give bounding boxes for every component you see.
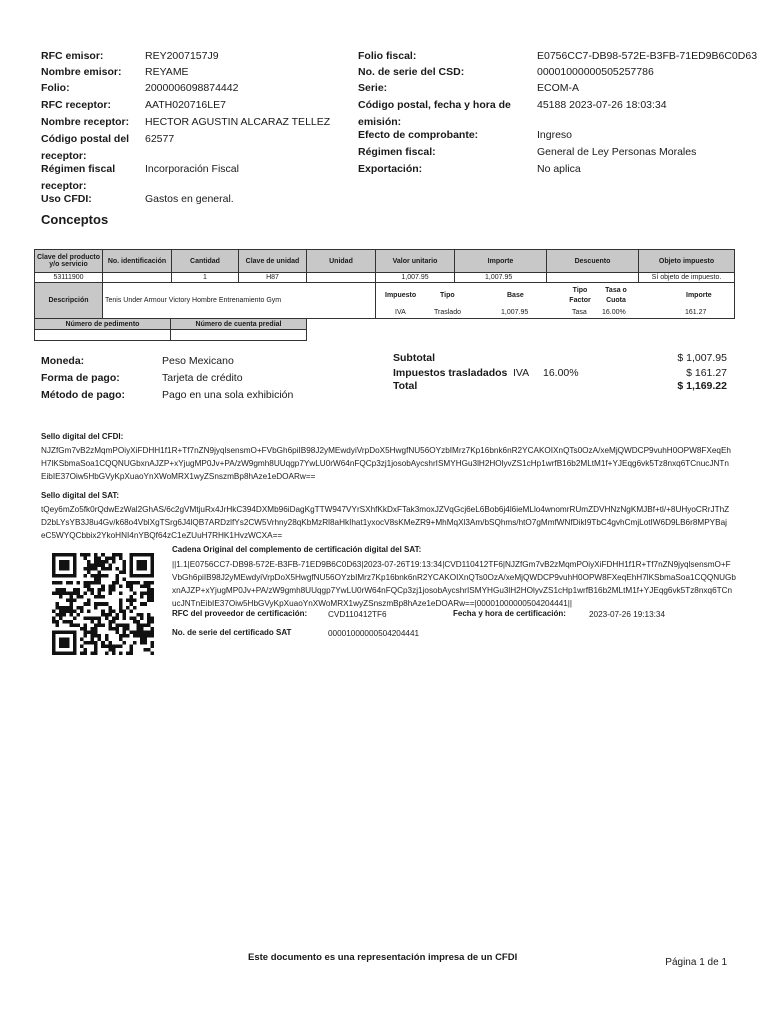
moneda-value: Peso Mexicano <box>162 355 234 367</box>
tax-td-impuesto: IVA <box>395 309 406 316</box>
efecto-value: Ingreso <box>537 129 573 141</box>
td-valor-unitario: 1,007.95 <box>375 272 455 283</box>
th-clave-unidad: Clave de unidad <box>238 249 307 273</box>
subtotal-label: Subtotal <box>393 352 435 364</box>
uso-cfdi-value: Gastos en general. <box>145 193 234 205</box>
tax-th-importe: Importe <box>686 292 712 299</box>
tax-th-tasa: Tasa o Cuota <box>605 287 627 304</box>
uso-cfdi-label: Uso CFDI: <box>41 193 92 205</box>
th-pedimento: Número de pedimento <box>34 318 171 330</box>
exportacion-label: Exportación: <box>358 163 423 175</box>
tax-td-base: 1,007.95 <box>501 309 529 316</box>
folio-label: Folio: <box>41 82 70 94</box>
th-valor-unitario: Valor unitario <box>375 249 455 273</box>
td-importe: 1,007.95 <box>454 272 547 283</box>
forma-pago-value: Tarjeta de crédito <box>162 372 243 384</box>
tax-td-tasa: 16.00% <box>602 309 626 316</box>
metodo-pago-value: Pago en una sola exhibición <box>162 389 294 401</box>
nombre-receptor-value: HECTOR AGUSTIN ALCARAZ TELLEZ <box>145 116 331 128</box>
moneda-label: Moneda: <box>41 355 85 367</box>
td-cuenta-predial <box>170 329 307 341</box>
serie-csd-label: No. de serie del CSD: <box>358 66 465 78</box>
conceptos-title: Conceptos <box>41 212 109 227</box>
tax-th-base: Base <box>507 292 524 299</box>
tax-th-tipo: Tipo <box>440 292 455 299</box>
th-cuenta-predial: Número de cuenta predial <box>170 318 307 330</box>
cadena-original-title: Cadena Original del complemento de certificación digital del SAT: <box>172 545 422 554</box>
efecto-label: Efecto de comprobante: <box>358 129 479 141</box>
forma-pago-label: Forma de pago: <box>41 372 120 384</box>
tax-th-tipo-factor: Tipo Factor <box>569 287 591 304</box>
serie-label: Serie: <box>358 82 388 94</box>
regimen-fiscal-value: General de Ley Personas Morales <box>537 146 697 158</box>
serie-csd-value: 00001000000505257786 <box>537 66 654 78</box>
subtotal-value: $ 1,007.95 <box>677 352 727 364</box>
td-clave-producto: 53111900 <box>34 272 103 283</box>
serie-value: ECOM-A <box>537 82 579 94</box>
sello-cfdi-text: NJZfGm7vB2zMqmPOiyXiFDHH1f1R+Tf7nZN9jyqlsensmO+FVbGh6piIB98J2yMEwdyiVrpDoX5HwgfNU56OYzbIMrz7Kp16bnk6nR2YCAKOIXnQTs0OzA/xeMjQWDCP9vuhH0OPW8FXeqEhH7lKSbmaSoa1CQQNUGbxnAJZP+xYjugMP0Jv+PA/zW9gmh8UUqgp7YwLU0rW64nFQCp3zj1josobAycshrISMYHGu3lH2HOlyvZS1cHp1wrfB16b2MLtM1f+YJEqg6vk5Tz8nxq6TCnucJNTnEibIE37Oiw5HbGVyKpXuaoYnXWoMRX1wyZSnszmBp8hAze1eDOARw== <box>41 446 731 481</box>
serie-certificado-value: 00001000000504204441 <box>328 629 420 638</box>
td-descripcion: Tenis Under Armour Victory Hombre Entrenamiento Gym <box>102 282 376 319</box>
impuestos-label: Impuestos trasladados <box>393 367 508 379</box>
folio-value: 2000006098874442 <box>145 82 239 94</box>
impuestos-subtable <box>375 282 735 319</box>
regimen-receptor-value: Incorporación Fiscal <box>145 163 239 175</box>
th-descripcion: Descripción <box>34 282 103 319</box>
fecha-certificacion-value: 2023-07-26 19:13:34 <box>589 610 666 619</box>
cp-fecha-value: 45188 2023-07-26 18:03:34 <box>537 99 667 111</box>
impuestos-value: $ 161.27 <box>686 367 727 379</box>
th-importe: Importe <box>454 249 547 273</box>
th-cantidad: Cantidad <box>171 249 239 273</box>
metodo-pago-label: Método de pago: <box>41 389 125 401</box>
regimen-fiscal-label: Régimen fiscal: <box>358 146 436 158</box>
rfc-emisor-label: RFC emisor: <box>41 50 104 62</box>
td-objeto-impuesto: Sí objeto de impuesto. <box>638 272 735 283</box>
th-unidad: Unidad <box>306 249 376 273</box>
tax-td-tipo-factor: Tasa <box>572 309 587 316</box>
page-number: Página 1 de 1 <box>665 957 727 968</box>
td-clave-unidad: H87 <box>238 272 307 283</box>
th-descuento: Descuento <box>546 249 639 273</box>
nombre-emisor-label: Nombre emisor: <box>41 66 122 78</box>
rfc-proveedor-label: RFC del proveedor de certificación: <box>172 609 308 618</box>
rfc-proveedor-value: CVD110412TF6 <box>328 610 387 619</box>
sello-cfdi-title: Sello digital del CFDI: <box>41 432 124 441</box>
th-objeto-impuesto: Objeto impuesto <box>638 249 735 273</box>
sello-sat-title: Sello digital del SAT: <box>41 491 120 500</box>
sello-sat-text: tQey6mZo5fk0rQdwEzWal2GhAS/6c2gVMtjuRx4JrHkC394DXMb96iDagKgTTW947VYrSXhfKkDxFTak3moxJZVqGcj6eL6Bob6j4l6ieMLlo4wnomrRUmZDVHNzNgKMJBf+tl/+8UHyoCRrJThZD2bLYsYB3J8u4Gv/k68o4VblXgTSrg6J4lQB7ARDzlfYs2CW5Vrhny28qKbMzRl8aHkIhat1yxocV8sKMeZR9+MhMqXl3Am/bSQhms/htO7gMmfWNfDikI9TbC4gvhCmjLotIW6D9LB6r8MPYBajeC5WYQCbbix2YkoHNI4nYBQf64zC1eZUuH7RHK1HvzWCXA== <box>41 505 730 540</box>
total-value: $ 1,169.22 <box>677 380 727 392</box>
td-cantidad: 1 <box>171 272 239 283</box>
rfc-receptor-value: AATH020716LE7 <box>145 99 226 111</box>
cadena-original-text: ||1.1|E0756CC7-DB98-572E-B3FB-71ED9B6C0D63|2023-07-26T19:13:34|CVD110412TF6|NJZfGm7vB2zMqmPOiyXiFDHH1f1R+Tf7nZN9jyqlsensmO+FVbGh6piIB98J2yMEwdyiVrpDoX5HwgfNU56OYzbIMrz7Kp16bnk6nR2YCAKOIXnQTs0OzA/xeMjQWDCP9vuhH0OPW8FXeqEhH7lKSbmaSoa1CQQNUGbxnAJZP+xYjugMP0Jv+PA/zW9gmh8UUqgp7YwLU0rW64nFQCp3zj1josobAycshrISMYHGu3lH2HOlyvZS1cHp1wrfB16b2MLtM1f+YJEqg6vk5Tz8nxq6TCnucJNTnEibIE37Oiw5HbGVyKpXuaoYnXWoMRX1wyZSnszmBp8hAze1eDOARw==|00001000000504204441|| <box>172 560 736 608</box>
folio-fiscal-value: E0756CC7-DB98-572E-B3FB-71ED9B6C0D63 <box>537 50 758 62</box>
tax-td-importe: 161.27 <box>685 309 707 316</box>
qr-code-image <box>52 553 154 655</box>
th-no-identificacion: No. identificación <box>102 249 172 273</box>
rfc-receptor-label: RFC receptor: <box>41 99 112 111</box>
cp-receptor-label: Código postal del receptor: <box>41 133 130 162</box>
impuestos-tasa: 16.00% <box>543 367 579 379</box>
nombre-emisor-value: REYAME <box>145 66 189 78</box>
th-clave-producto: Clave del producto y/o servicio <box>34 249 103 273</box>
tax-td-tipo: Traslado <box>434 309 461 316</box>
cp-receptor-value: 62577 <box>145 133 175 145</box>
fecha-certificacion-label: Fecha y hora de certificación: <box>453 609 566 618</box>
regimen-receptor-label: Régimen fiscal receptor: <box>41 163 116 192</box>
td-pedimento <box>34 329 171 341</box>
cp-fecha-label: Código postal, fecha y hora de emisión: <box>358 99 511 128</box>
rfc-emisor-value: REY2007157J9 <box>145 50 219 62</box>
exportacion-value: No aplica <box>537 163 581 175</box>
tax-th-impuesto: Impuesto <box>385 292 417 299</box>
nombre-receptor-label: Nombre receptor: <box>41 116 130 128</box>
total-label: Total <box>393 380 418 392</box>
impuestos-tipo: IVA <box>513 367 530 379</box>
folio-fiscal-label: Folio fiscal: <box>358 50 417 62</box>
footer-note: Este documento es una representación impresa de un CFDI <box>248 952 518 963</box>
serie-certificado-label: No. de serie del certificado SAT <box>172 628 292 637</box>
